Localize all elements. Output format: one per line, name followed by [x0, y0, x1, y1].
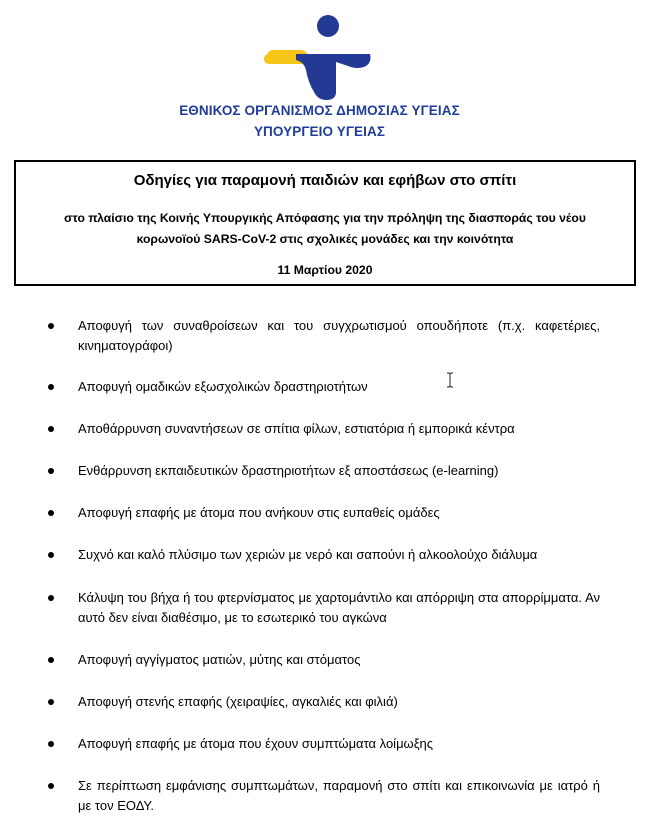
bullet-icon: [48, 657, 54, 663]
list-item-text: Αποφυγή αγγίγματος ματιών, μύτης και στόματος: [78, 652, 361, 667]
bullet-icon: [48, 552, 54, 558]
document-title: Οδηγίες για παραμονή παιδιών και εφήβων στο σπίτι: [133, 172, 517, 189]
title-box: [14, 160, 636, 286]
list-item-text: Αποφυγή στενής επαφής (χειραψίες, αγκαλιές και φιλιά): [78, 694, 398, 709]
subtitle-line-1: στο πλαίσιο της Κοινής Υπουργικής Απόφασης για την πρόληψη της διασποράς του νέου: [64, 211, 586, 225]
bullet-icon: [48, 323, 54, 329]
list-item-text: Αποφυγή ομαδικών εξωσχολικών δραστηριοτήτων: [78, 379, 368, 394]
list-item-text: Ενθάρρυνση εκπαιδευτικών δραστηριοτήτων εξ αποστάσεως (e-learning): [78, 463, 499, 478]
bullet-icon: [48, 384, 54, 390]
list-item-text: Συχνό και καλό πλύσιμο των χεριών με νερό και σαπούνι ή αλκοολούχο διάλυμα: [78, 547, 538, 562]
ministry-name: ΥΠΟΥΡΓΕΙΟ ΥΓΕΙΑΣ: [253, 124, 386, 139]
list-item-text: Αποφυγή επαφής με άτομα που ανήκουν στις ευπαθείς ομάδες: [78, 505, 440, 520]
bullet-icon: [48, 699, 54, 705]
list-item-text: Σε περίπτωση εμφάνισης συμπτωμάτων, παραμονή στο σπίτι και επικοινωνία με ιατρό ή με τον ΕΟΔΥ.: [78, 778, 600, 813]
bullet-icon: [48, 468, 54, 474]
list-item-text: Αποφυγή επαφής με άτομα που έχουν συμπτώματα λοίμωξης: [78, 736, 434, 751]
bullet-icon: [48, 783, 54, 789]
bullet-icon: [48, 595, 54, 601]
bullet-icon: [48, 741, 54, 747]
document-subtitle: [16, 208, 634, 250]
subtitle-line-2: κορωνοϊού SARS-CoV-2 στις σχολικές μονάδες και την κοινότητα: [136, 232, 514, 246]
document-date: 11 Μαρτίου 2020: [277, 263, 373, 277]
bullet-icon: [48, 510, 54, 516]
list-item-text: Κάλυψη του βήχα ή του φτερνίσματος με χαρτομάντιλο και απόρριψη στα απορρίμματα. Αν αυτό δεν είναι διαθέσιμο, με το εσωτερικό του αγκώνα: [78, 590, 600, 625]
list-item-text: Αποθάρρυνση συναντήσεων σε σπίτια φίλων, εστιατόρια ή εμπορικά κέντρα: [78, 421, 515, 436]
bullet-icon: [48, 426, 54, 432]
eody-logo-icon: [262, 12, 374, 102]
list-item-text: Αποφυγή των συναθροίσεων και του συγχρωτισμού οπουδήποτε (π.χ. καφετέριες, κινηματογράφοι): [78, 318, 600, 353]
organization-name: ΕΘΝΙΚΟΣ ΟΡΓΑΝΙΣΜΟΣ ΔΗΜΟΣΙΑΣ ΥΓΕΙΑΣ: [179, 103, 460, 118]
text-cursor-icon: [446, 372, 454, 388]
